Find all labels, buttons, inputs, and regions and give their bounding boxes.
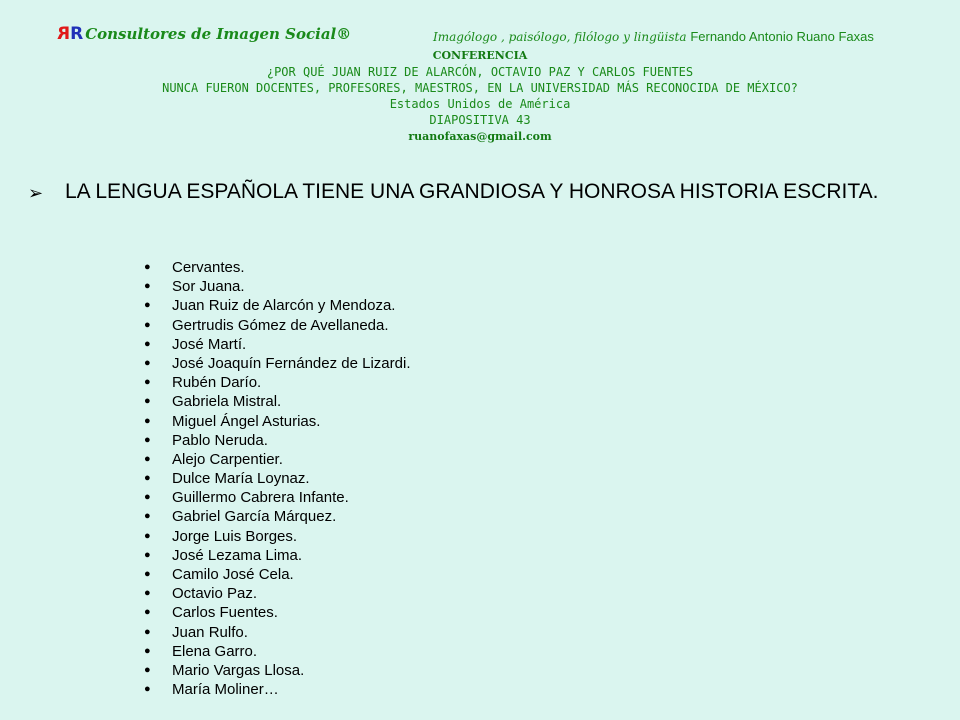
list-item-text: Pablo Neruda.: [172, 431, 268, 449]
bullet-icon: ●: [144, 644, 151, 657]
list-item: [140, 373, 410, 392]
conference-label: CONFERENCIA: [432, 49, 528, 62]
list-item-text: Jorge Luis Borges.: [172, 527, 298, 545]
authors-list: [140, 258, 410, 699]
list-item: [140, 584, 410, 603]
bullet-icon: ●: [144, 683, 151, 696]
list-item: [140, 661, 410, 680]
list-item: [140, 603, 410, 622]
list-item: [140, 623, 410, 642]
list-item-text: Rubén Darío.: [172, 374, 262, 392]
slide-number: DIAPOSITIVA 43: [429, 113, 531, 127]
author-name: Fernando Antonio Ruano Faxas: [690, 29, 874, 44]
list-item: [140, 507, 410, 526]
list-item: [140, 316, 410, 335]
list-item: [140, 469, 410, 488]
bullet-icon: ●: [144, 663, 151, 676]
list-item: [140, 412, 410, 431]
bullet-icon: ●: [144, 356, 151, 369]
bullet-icon: ●: [144, 587, 151, 600]
list-item-text: Elena Garro.: [172, 642, 258, 660]
bullet-icon: ●: [144, 606, 151, 619]
list-item-text: María Moliner…: [172, 681, 279, 699]
list-item-text: Gabriel García Márquez.: [172, 508, 337, 526]
logo-letter-reversed: R: [57, 24, 71, 44]
bullet-icon: ●: [144, 568, 151, 580]
list-item: [140, 258, 410, 277]
list-item: [140, 392, 410, 411]
list-item: [140, 277, 410, 296]
main-heading-text: LA LENGUA ESPAÑOLA TIENE UNA GRANDIOSA Y HONROSA HISTORIA ESCRITA.: [65, 180, 879, 203]
bullet-icon: ●: [144, 625, 151, 638]
bullet-icon: ●: [144, 491, 151, 504]
list-item-text: Gertrudis Gómez de Avellaneda.: [172, 316, 389, 334]
bullet-icon: ●: [144, 548, 151, 561]
bullet-icon: ●: [144, 510, 151, 523]
list-item-text: José Martí.: [172, 335, 247, 353]
author-roles: Imagólogo , paisólogo, filólogo y lingüista: [433, 30, 687, 44]
list-item-text: José Joaquín Fernández de Lizardi.: [172, 354, 411, 372]
bullet-icon: ●: [144, 472, 151, 485]
list-item-text: Camilo José Cela.: [172, 566, 294, 583]
arrow-bullet-icon: ➢: [28, 183, 44, 203]
list-item-text: Sor Juana.: [172, 278, 245, 296]
logo-letter: R: [70, 24, 84, 44]
bullet-icon: ●: [144, 261, 151, 273]
list-item-text: Miguel Ángel Asturias.: [172, 412, 321, 430]
conference-title-line-1: ¿POR QUÉ JUAN RUIZ DE ALARCÓN, OCTAVIO PAZ Y CARLOS FUENTES: [266, 65, 694, 79]
bullet-icon: ●: [144, 395, 151, 408]
conference-title-line-2: NUNCA FUERON DOCENTES, PROFESORES, MAESTROS, EN LA UNIVERSIDAD MÁS RECONOCIDA DE MÉXICO?: [162, 81, 798, 95]
list-item-text: José Lezama Lima.: [172, 546, 303, 564]
list-item: [140, 527, 410, 546]
list-item: [140, 450, 410, 469]
bullet-icon: ●: [144, 337, 151, 350]
bullet-icon: ●: [144, 299, 151, 312]
list-item-text: Guillermo Cabrera Infante.: [172, 489, 349, 507]
list-item-text: Dulce María Loynaz.: [172, 470, 310, 488]
list-item-text: Juan Rulfo.: [172, 623, 248, 641]
bullet-icon: ●: [144, 376, 151, 389]
list-item-text: Gabriela Mistral.: [172, 393, 282, 411]
brand-name: Consultores de Imagen Social®: [85, 25, 352, 43]
list-item-text: Alejo Carpentier.: [172, 450, 283, 468]
bullet-icon: ●: [144, 529, 151, 542]
list-item: [140, 296, 410, 315]
contact-email: ruanofaxas@gmail.com: [408, 130, 552, 143]
main-heading: [28, 180, 932, 204]
list-item: [140, 680, 410, 699]
list-item: [140, 546, 410, 565]
list-item-text: Octavio Paz.: [172, 585, 258, 603]
list-item: [140, 431, 410, 450]
list-item: [140, 335, 410, 354]
list-item-text: Mario Vargas Llosa.: [172, 661, 305, 679]
conference-location: Estados Unidos de América: [389, 97, 571, 111]
list-item: [140, 354, 410, 373]
list-item-text: Cervantes.: [172, 259, 245, 276]
list-item-text: Juan Ruiz de Alarcón y Mendoza.: [172, 297, 396, 315]
bullet-icon: ●: [144, 452, 151, 465]
bullet-icon: ●: [144, 318, 151, 331]
bullet-icon: ●: [144, 280, 151, 293]
brand-logo: [57, 24, 351, 48]
list-item: [140, 642, 410, 661]
list-item: [140, 488, 410, 507]
author-credit: [433, 29, 874, 44]
conference-header: [0, 48, 960, 145]
list-item: [140, 565, 410, 584]
bullet-icon: ●: [144, 433, 151, 446]
bullet-icon: ●: [144, 414, 151, 427]
list-item-text: Carlos Fuentes.: [172, 604, 278, 622]
